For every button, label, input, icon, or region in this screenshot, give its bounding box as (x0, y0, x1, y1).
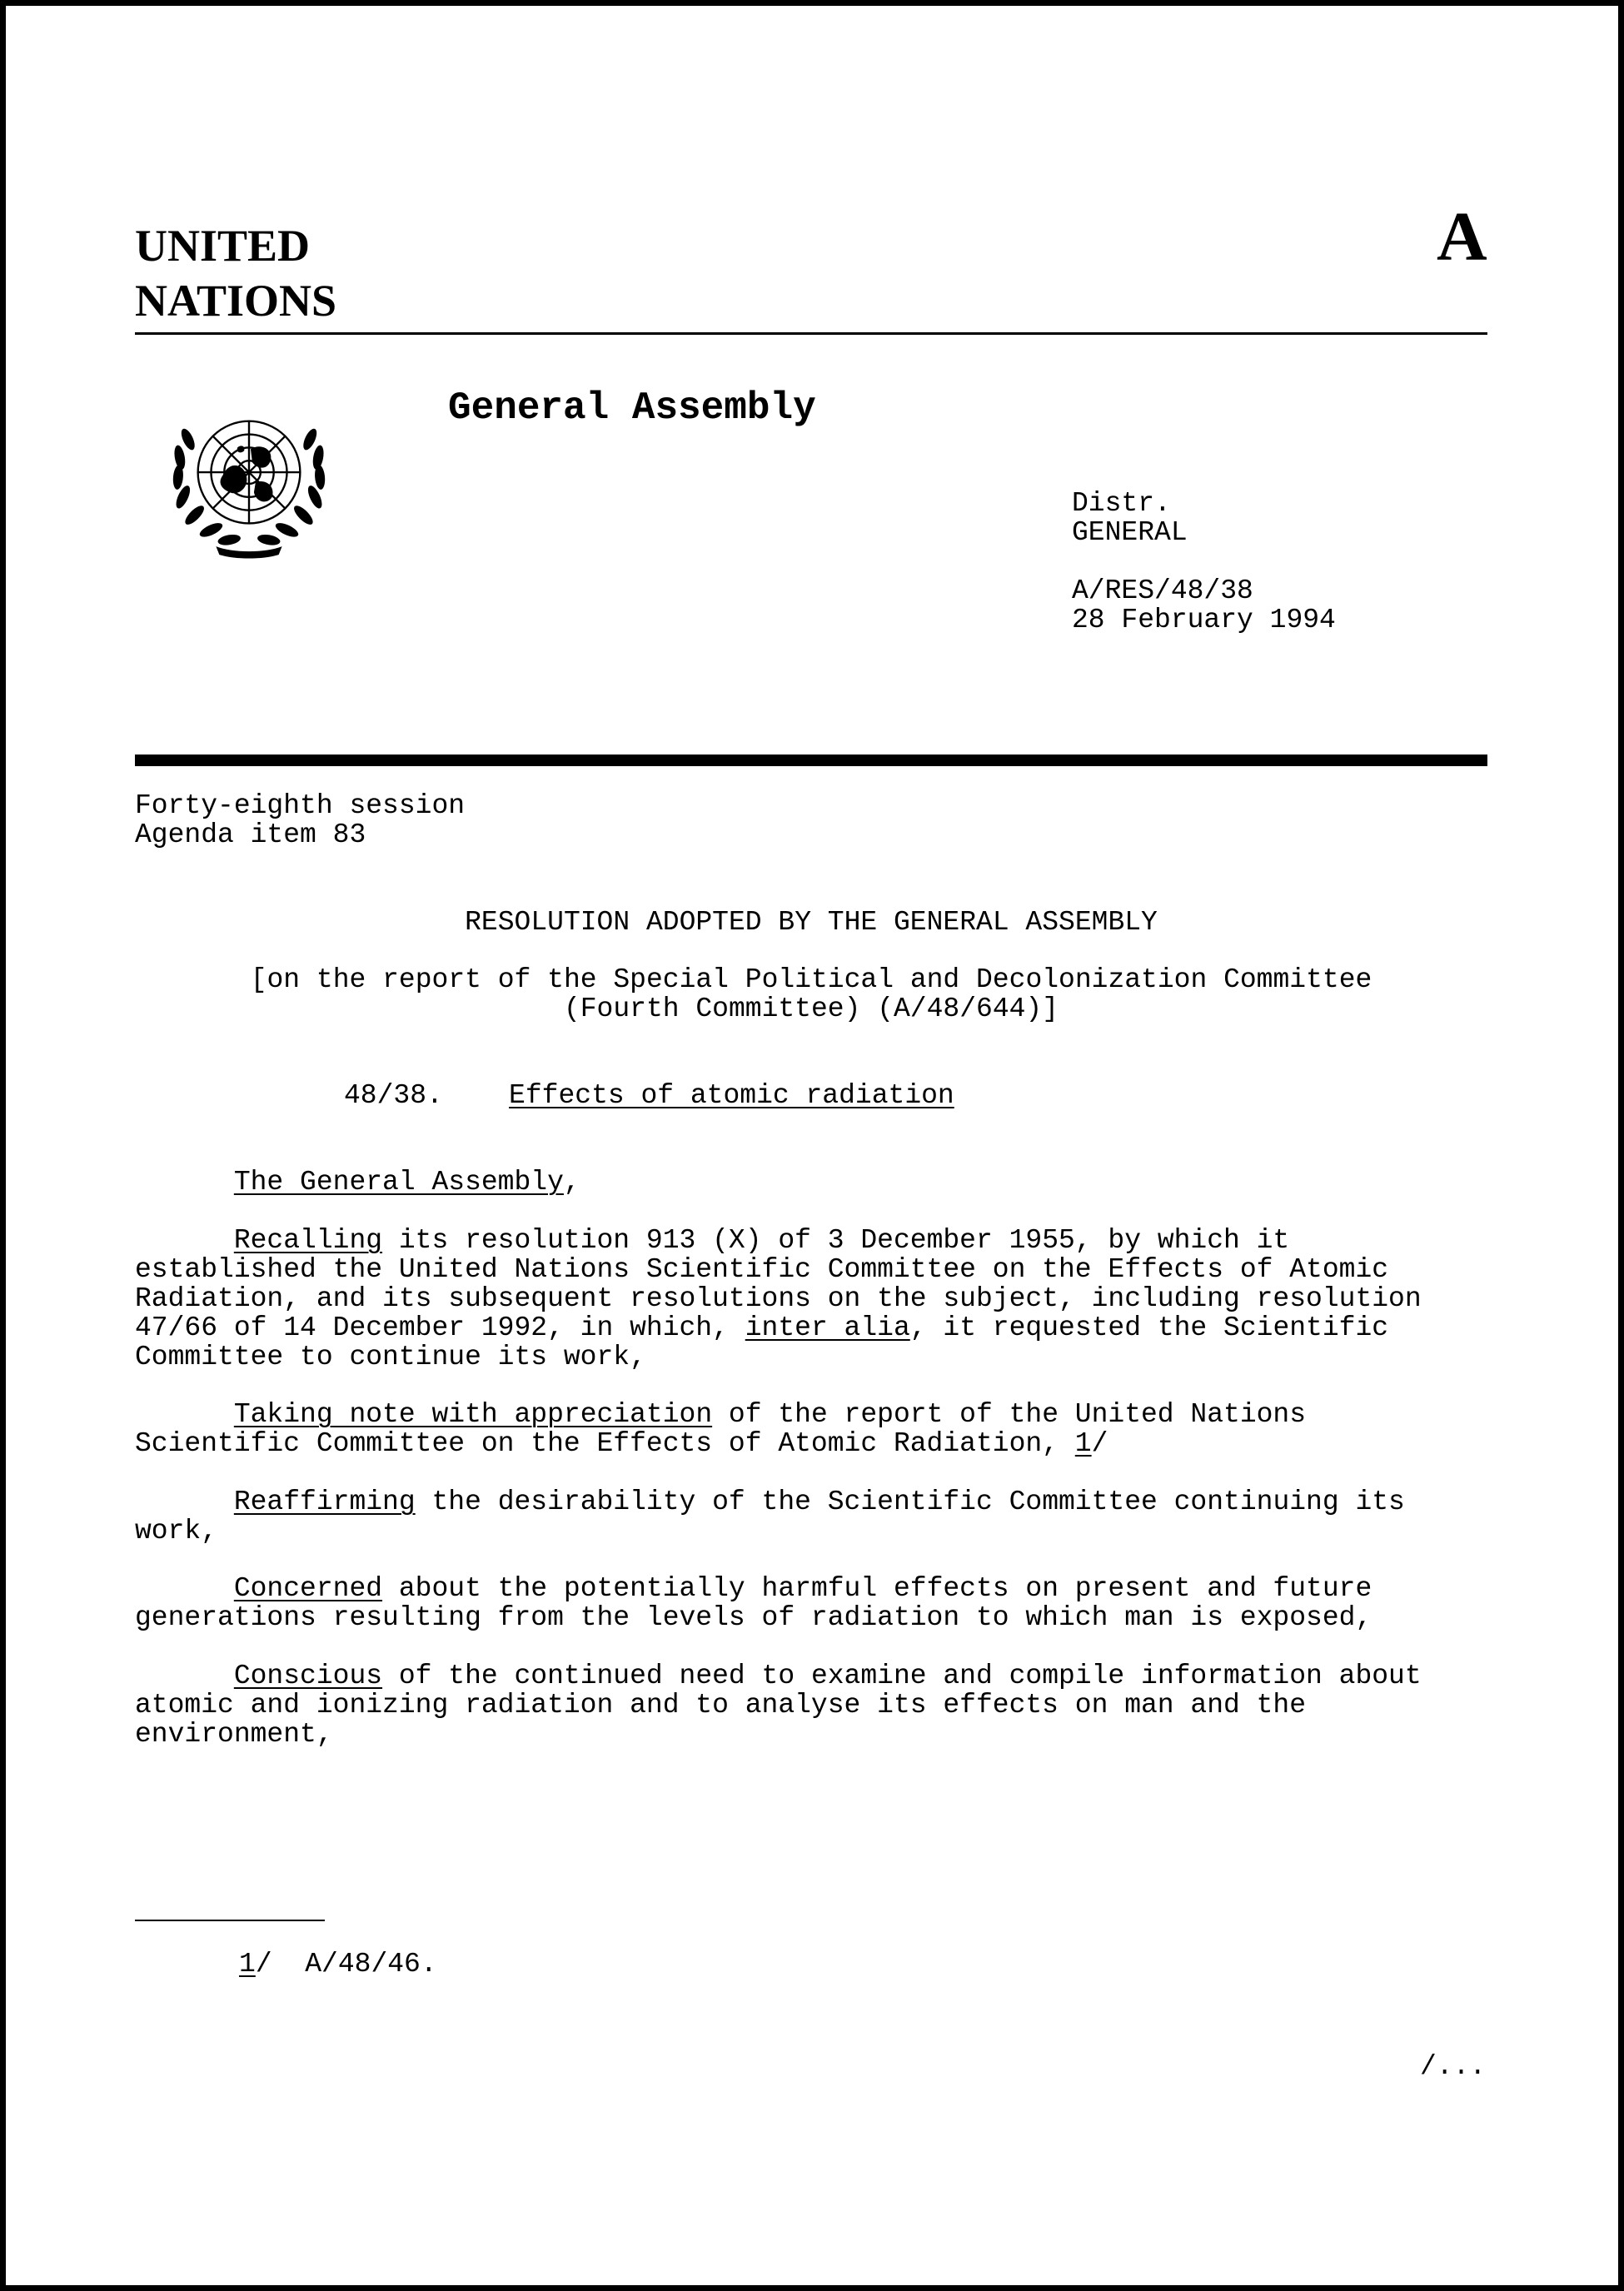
resolution-title: Effects of atomic radiation (509, 1080, 954, 1111)
p5-lead: Conscious (233, 1661, 383, 1691)
p4-line-1 (135, 1574, 1372, 1603)
p2-line-1 (135, 1400, 1306, 1429)
paragraph-conscious (135, 1661, 1422, 1749)
org-name-line-2: NATIONS (135, 276, 337, 326)
opening-punct: , (563, 1167, 580, 1198)
opening-subject: The General Assembly (233, 1167, 564, 1198)
header-rule (135, 332, 1487, 335)
organ-title: General Assembly (448, 386, 816, 430)
footnote-rule (135, 1920, 325, 1921)
p3-line-1 (135, 1487, 1405, 1517)
indent (135, 1661, 234, 1691)
footnote-reference[interactable]: 1 (1074, 1428, 1092, 1459)
p3-lead: Reaffirming (233, 1487, 416, 1517)
p5-line-1 (135, 1661, 1422, 1691)
p1-line-1-rest: its resolution 913 (X) of 3 December 1955, by which it (382, 1225, 1290, 1256)
continuation-marker: /... (1420, 2051, 1487, 2082)
org-name-line-1: UNITED (135, 221, 311, 271)
p4-line-2: generations resulting from the levels of radiation to which man is exposed, (135, 1602, 1372, 1633)
session-name: Forty-eighth session (135, 790, 466, 821)
p4-line-1-rest: about the potentially harmful effects on present and future (382, 1573, 1372, 1604)
p5-line-1-rest: of the continued need to examine and compile information about (382, 1661, 1422, 1691)
p2-line-1-rest: of the report of the United Nations (712, 1399, 1307, 1430)
distribution-label: Distr. (1072, 488, 1171, 519)
resolution-title-gap (443, 1080, 509, 1111)
session-block (135, 791, 465, 849)
p3-line-2: work, (135, 1516, 218, 1546)
heavy-rule (135, 755, 1487, 766)
p1-line-4 (135, 1313, 1422, 1342)
agenda-item: Agenda item 83 (135, 819, 366, 850)
distribution-value: GENERAL (1072, 517, 1188, 548)
report-line-2: (Fourth Committee) (A/48/644)] (563, 994, 1059, 1024)
footnote-marker: 1 (239, 1949, 256, 1980)
p2-line-2 (135, 1429, 1306, 1458)
footnote-text: A/48/46. (271, 1949, 437, 1980)
p5-line-2: atomic and ionizing radiation and to analyse its effects on man and the (135, 1690, 1307, 1721)
indent (135, 1225, 234, 1256)
distribution-block (1072, 489, 1188, 547)
resolution-number: 48/38. (344, 1080, 443, 1111)
footnote-reference-slash: / (1091, 1428, 1108, 1459)
report-line-1: [on the report of the Special Political and Decolonization Committee (250, 964, 1372, 995)
p1-line-4-b: , it requested the Scientific (909, 1312, 1389, 1343)
document-symbol-block (1072, 576, 1336, 635)
opening-paragraph (135, 1168, 580, 1197)
footnote (239, 1950, 437, 1979)
p4-lead: Concerned (233, 1573, 383, 1604)
report-reference (135, 965, 1487, 1023)
un-emblem-icon (158, 400, 340, 561)
p3-line-1-rest: the desirability of the Scientific Committee continuing its (415, 1487, 1405, 1517)
organization-name (135, 218, 336, 328)
p2-lead: Taking note with appreciation (233, 1399, 713, 1430)
indent (135, 1167, 234, 1198)
indent (135, 1399, 234, 1430)
indent (135, 1487, 234, 1517)
resolution-title-line (344, 1081, 954, 1110)
p2-line-2-text: Scientific Committee on the Effects of Atomic Radiation, (135, 1428, 1075, 1459)
series-letter: A (1437, 198, 1487, 276)
p1-lead: Recalling (233, 1225, 383, 1256)
document-symbol: A/RES/48/38 (1072, 575, 1253, 606)
resolution-heading: RESOLUTION ADOPTED BY THE GENERAL ASSEMBLY (465, 907, 1158, 938)
paragraph-reaffirming (135, 1487, 1405, 1546)
paragraph-taking-note (135, 1400, 1306, 1458)
p1-emphasis: inter alia (745, 1312, 910, 1343)
indent (135, 1573, 234, 1604)
p1-line-3: Radiation, and its subsequent resolutions on the subject, including resolution (135, 1283, 1422, 1314)
p5-line-3: environment, (135, 1719, 333, 1750)
footnote-marker-slash: / (255, 1949, 272, 1980)
document-date: 28 February 1994 (1072, 605, 1336, 635)
p1-line-1 (135, 1226, 1422, 1255)
p1-line-5: Committee to continue its work, (135, 1342, 646, 1372)
paragraph-recalling (135, 1226, 1422, 1372)
p1-line-2: established the United Nations Scientific Committee on the Effects of Atomic (135, 1254, 1389, 1285)
p1-line-4-a: 47/66 of 14 December 1992, in which, (135, 1312, 745, 1343)
paragraph-concerned (135, 1574, 1372, 1632)
